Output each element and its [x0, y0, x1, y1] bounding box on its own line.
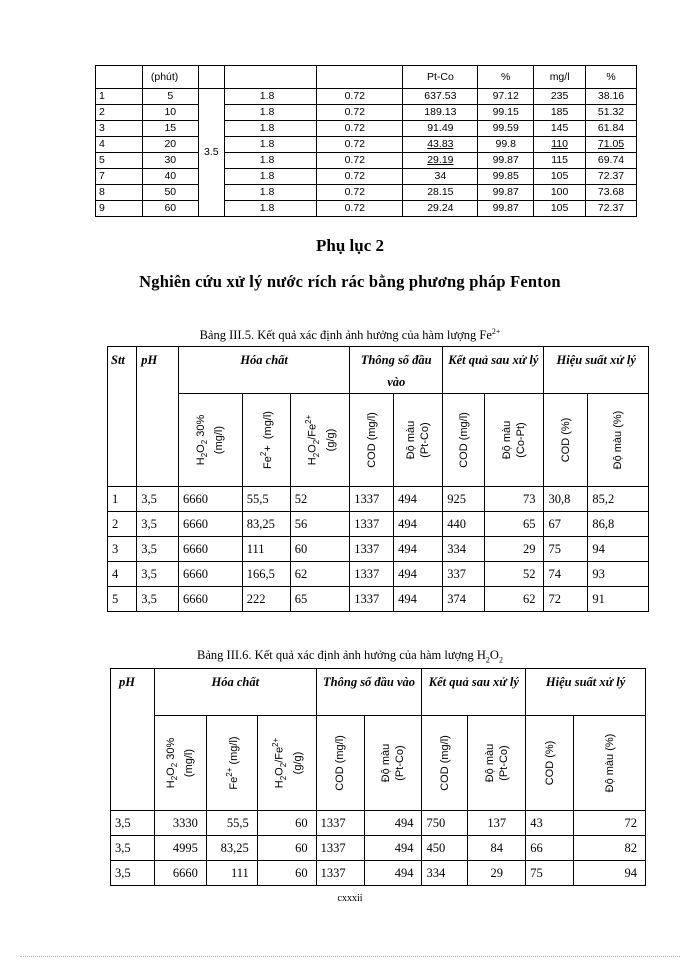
table-cell: 3,5 — [137, 487, 179, 512]
table-subheader-row — [108, 394, 649, 487]
table-cell: 494 — [364, 861, 422, 886]
table-caption: Bảng III.5. Kết quả xác định ảnh hưởng của hàm lượng $Fe^{2+}$ — [199, 327, 501, 343]
subheader-cell: Độ màu (%) — [588, 394, 649, 487]
table-cell: 494 — [394, 587, 443, 612]
table-cell: 750 — [422, 811, 468, 836]
table-cell: 66 — [526, 836, 574, 861]
table-cell: 374 — [443, 587, 485, 612]
table-cell: 55,5 — [206, 811, 257, 836]
header-cell: Kết quả sau xử lý — [443, 347, 544, 394]
page-divider — [20, 956, 680, 957]
table-cell: 0.72 — [316, 105, 403, 121]
table-row — [108, 587, 649, 612]
table-cell: 1.8 — [224, 201, 316, 217]
header-cell: (phút) — [142, 66, 198, 89]
header-cell — [224, 66, 316, 89]
table-cell: 85,2 — [588, 487, 649, 512]
table-cell: 5 — [142, 89, 198, 105]
table-cell: 494 — [364, 836, 422, 861]
table-cell: 67 — [544, 512, 588, 537]
table-cell: 82 — [574, 836, 646, 861]
table-body — [111, 811, 646, 886]
table-cell: 43 — [526, 811, 574, 836]
table-cell: 84 — [468, 836, 526, 861]
header-cell: Kết quả sau xử lý — [422, 669, 526, 716]
subheader-cell: $Fe^{2+}$ (mg/l) — [206, 716, 257, 811]
table-cell: 5 — [96, 153, 143, 169]
table-cell: 3,5 — [137, 587, 179, 612]
subheader-cell: COD (%) — [544, 394, 588, 487]
table-cell: 3.5 — [198, 89, 224, 217]
table-cell: 97.12 — [478, 89, 534, 105]
header-cell: Hiệu suất xử lý — [526, 669, 646, 716]
table-cell: 99.87 — [478, 153, 534, 169]
table-row — [96, 169, 637, 185]
table-cell: 4995 — [154, 836, 206, 861]
table-row — [108, 487, 649, 512]
table-cell: 1 — [96, 89, 143, 105]
subheader-cell: COD (%) — [526, 716, 574, 811]
table-header-row — [111, 669, 646, 716]
table-cell: 3,5 — [137, 537, 179, 562]
table-cell: 60 — [257, 836, 316, 861]
table-cell: 494 — [364, 811, 422, 836]
table-cell: 86,8 — [588, 512, 649, 537]
table-cell: 222 — [242, 587, 290, 612]
table-cell: 2 — [96, 105, 143, 121]
table-cell: 43.83 — [403, 137, 478, 153]
table-body — [108, 487, 649, 612]
table-header-row — [96, 66, 637, 89]
table-cell: 334 — [422, 861, 468, 886]
header-cell: mg/l — [534, 66, 586, 89]
subheader-cell: $H_2O_2$ 30% (mg/l) — [179, 394, 243, 487]
table-cell: 38.16 — [586, 89, 637, 105]
table-body — [96, 89, 637, 217]
table-cell: 1337 — [350, 587, 394, 612]
table-caption: Bảng III.6. Kết quả xác định ảnh hưởng của hàm lượng $H_2O_2$ — [197, 648, 503, 665]
table-cell: 99.8 — [478, 137, 534, 153]
header-cell: Hiệu suất xử lý — [544, 347, 649, 394]
table-cell: 0.72 — [316, 137, 403, 153]
table-cell: 1.8 — [224, 121, 316, 137]
table-cell: 166,5 — [242, 562, 290, 587]
table-row — [96, 89, 637, 105]
table-cell: 28.15 — [403, 185, 478, 201]
table-cell: 1337 — [316, 811, 364, 836]
table-row — [96, 201, 637, 217]
table-row — [96, 137, 637, 153]
table-cell: 29 — [484, 537, 544, 562]
table-cell: 52 — [484, 562, 544, 587]
table-cell: 55,5 — [242, 487, 290, 512]
table-cell: 3,5 — [137, 562, 179, 587]
table-cell: 925 — [443, 487, 485, 512]
table-cell: 1.8 — [224, 137, 316, 153]
table-cell: 29.24 — [403, 201, 478, 217]
table-cell: 1337 — [350, 487, 394, 512]
subheader-cell: Độ màu (Co-Pt) — [484, 394, 544, 487]
table-cell: 75 — [526, 861, 574, 886]
table-cell: 440 — [443, 512, 485, 537]
table-cell: 235 — [534, 89, 586, 105]
table-cell: 91 — [588, 587, 649, 612]
table-cell: 185 — [534, 105, 586, 121]
table-cell: 4 — [108, 562, 137, 587]
table-cell: 10 — [142, 105, 198, 121]
subheader-cell: COD (mg/l) — [443, 394, 485, 487]
table-cell: 3,5 — [111, 836, 155, 861]
subheader-cell: Độ màu (Pt-Co) — [468, 716, 526, 811]
table-row — [111, 811, 646, 836]
table-cell: 105 — [534, 169, 586, 185]
table-cell: 72 — [574, 811, 646, 836]
table-cell: 72.37 — [586, 201, 637, 217]
table-cell: 494 — [394, 537, 443, 562]
table-cell: 2 — [108, 512, 137, 537]
table-cell: 145 — [534, 121, 586, 137]
table-row — [108, 512, 649, 537]
table-cell: 6660 — [154, 861, 206, 886]
table-cell: 1.8 — [224, 89, 316, 105]
table-cell: 94 — [574, 861, 646, 886]
table-cell: 99.87 — [478, 201, 534, 217]
table-cell: 1 — [108, 487, 137, 512]
table-cell: 60 — [142, 201, 198, 217]
subheader-cell: $H_2O_2/Fe^{2+}$ (g/g) — [290, 394, 350, 487]
table-cell: 1.8 — [224, 169, 316, 185]
subheader-cell: $H_2O_2/Fe^{2+}$ (g/g) — [257, 716, 316, 811]
table-cell: 73 — [484, 487, 544, 512]
table-cell: 1337 — [316, 836, 364, 861]
table-cell: 40 — [142, 169, 198, 185]
table-cell: 1337 — [316, 861, 364, 886]
table-cell: 83,25 — [206, 836, 257, 861]
table-cell: 99.87 — [478, 185, 534, 201]
header-cell: Thông số đầu vào — [316, 669, 422, 716]
table-cell: 6660 — [179, 487, 243, 512]
table-cell: 69.74 — [586, 153, 637, 169]
table-cell: 91.49 — [403, 121, 478, 137]
table-cell: 3 — [108, 537, 137, 562]
table-cell: 189.13 — [403, 105, 478, 121]
table-cell: 15 — [142, 121, 198, 137]
table-cell: 93 — [588, 562, 649, 587]
table-cell: 62 — [484, 587, 544, 612]
table-cell: 0.72 — [316, 169, 403, 185]
table-cell: 6660 — [179, 562, 243, 587]
table-cell: 0.72 — [316, 185, 403, 201]
table-cell: 0.72 — [316, 89, 403, 105]
subheader-cell: $Fe^2+ (mg/l)$ — [242, 394, 290, 487]
table-cell: 4 — [96, 137, 143, 153]
table-row — [111, 861, 646, 886]
table-cell: 0.72 — [316, 121, 403, 137]
table-cell: 1.8 — [224, 153, 316, 169]
table-cell: 637.53 — [403, 89, 478, 105]
table-cell: 494 — [394, 512, 443, 537]
table-cell: 1.8 — [224, 105, 316, 121]
table-cell: 337 — [443, 562, 485, 587]
table-cell: 65 — [290, 587, 350, 612]
table-cell: 1337 — [350, 537, 394, 562]
header-cell: pH — [111, 669, 155, 811]
table-cell: 111 — [206, 861, 257, 886]
table-row — [96, 121, 637, 137]
header-cell — [316, 66, 403, 89]
table-cell: 99.85 — [478, 169, 534, 185]
table-cell: 3,5 — [111, 861, 155, 886]
table-cell: 30,8 — [544, 487, 588, 512]
table-cell: 72.37 — [586, 169, 637, 185]
subheader-cell: Độ màu (Pt-Co) — [364, 716, 422, 811]
table-row — [111, 836, 646, 861]
table-cell: 83,25 — [242, 512, 290, 537]
table-cell: 60 — [257, 861, 316, 886]
appendix-title: Phụ lục 2 — [315, 236, 385, 255]
table-cell: 51.32 — [586, 105, 637, 121]
table-cell: 3,5 — [137, 512, 179, 537]
table-cell: 334 — [443, 537, 485, 562]
subheader-cell: $H_2O_2$ 30% (mg/l) — [154, 716, 206, 811]
table-cell: 111 — [242, 537, 290, 562]
table-cell: 29.19 — [403, 153, 478, 169]
table-row — [108, 537, 649, 562]
table-cell: 61.84 — [586, 121, 637, 137]
table-cell: 75 — [544, 537, 588, 562]
header-cell: Thông số đầu vào — [350, 347, 443, 394]
table-cell: 6660 — [179, 512, 243, 537]
table-cell: 110 — [534, 137, 586, 153]
table-cell: 3330 — [154, 811, 206, 836]
header-cell: Stt — [108, 347, 137, 487]
table-cell: 100 — [534, 185, 586, 201]
table-row — [96, 105, 637, 121]
table-h2o2-effect — [110, 668, 646, 886]
table-cell: 1337 — [350, 512, 394, 537]
table-cell: 30 — [142, 153, 198, 169]
table-cell: 6660 — [179, 537, 243, 562]
table-cell: 1337 — [350, 562, 394, 587]
subheader-cell: Độ màu (%) — [574, 716, 646, 811]
table-cell: 7 — [96, 169, 143, 185]
table-cell: 34 — [403, 169, 478, 185]
table-cell: 3 — [96, 121, 143, 137]
table-cell: 65 — [484, 512, 544, 537]
table-cell: 74 — [544, 562, 588, 587]
table-row — [108, 562, 649, 587]
table-row — [96, 153, 637, 169]
table-cell: 99.15 — [478, 105, 534, 121]
table-fe-effect — [107, 346, 649, 612]
table-cell: 56 — [290, 512, 350, 537]
header-cell: Hóa chất — [154, 669, 316, 716]
table-row — [96, 185, 637, 201]
subheader-cell: COD (mg/l) — [316, 716, 364, 811]
table-cell: 60 — [290, 537, 350, 562]
table-cell: 105 — [534, 201, 586, 217]
table-cell: 20 — [142, 137, 198, 153]
table-cell: 94 — [588, 537, 649, 562]
table-subheader-row — [111, 716, 646, 811]
section-title: Nghiên cứu xử lý nước rích rác bằng phương pháp Fenton — [139, 272, 561, 291]
table-cell: 62 — [290, 562, 350, 587]
table-cell: 71.05 — [586, 137, 637, 153]
subheader-cell: Độ màu (Pt-Co) — [394, 394, 443, 487]
table-cell: 6660 — [179, 587, 243, 612]
table-cell: 450 — [422, 836, 468, 861]
table-cell: 60 — [257, 811, 316, 836]
table-cell: 73.68 — [586, 185, 637, 201]
table-cell: 494 — [394, 487, 443, 512]
table-cell: 494 — [394, 562, 443, 587]
page-number: cxxxii — [337, 893, 363, 904]
table-cell: 137 — [468, 811, 526, 836]
header-cell: pH — [137, 347, 179, 487]
header-cell: % — [478, 66, 534, 89]
header-cell — [96, 66, 143, 89]
table-cell: 0.72 — [316, 201, 403, 217]
subheader-cell: COD (mg/l) — [422, 716, 468, 811]
table-cell: 1.8 — [224, 185, 316, 201]
table-cell: 115 — [534, 153, 586, 169]
table-cell: 99.59 — [478, 121, 534, 137]
table-header-row — [108, 347, 649, 394]
table-cell: 9 — [96, 201, 143, 217]
table-cell: 72 — [544, 587, 588, 612]
table-cell: 5 — [108, 587, 137, 612]
header-cell: Pt-Co — [403, 66, 478, 89]
table-cell: 0.72 — [316, 153, 403, 169]
table-continuation — [95, 65, 637, 217]
table-cell: 3,5 — [111, 811, 155, 836]
table-cell: 29 — [468, 861, 526, 886]
header-cell: Hóa chất — [179, 347, 350, 394]
header-cell: % — [586, 66, 637, 89]
header-cell — [198, 66, 224, 89]
table-cell: 52 — [290, 487, 350, 512]
subheader-cell: COD (mg/l) — [350, 394, 394, 487]
table-cell: 8 — [96, 185, 143, 201]
table-cell: 50 — [142, 185, 198, 201]
